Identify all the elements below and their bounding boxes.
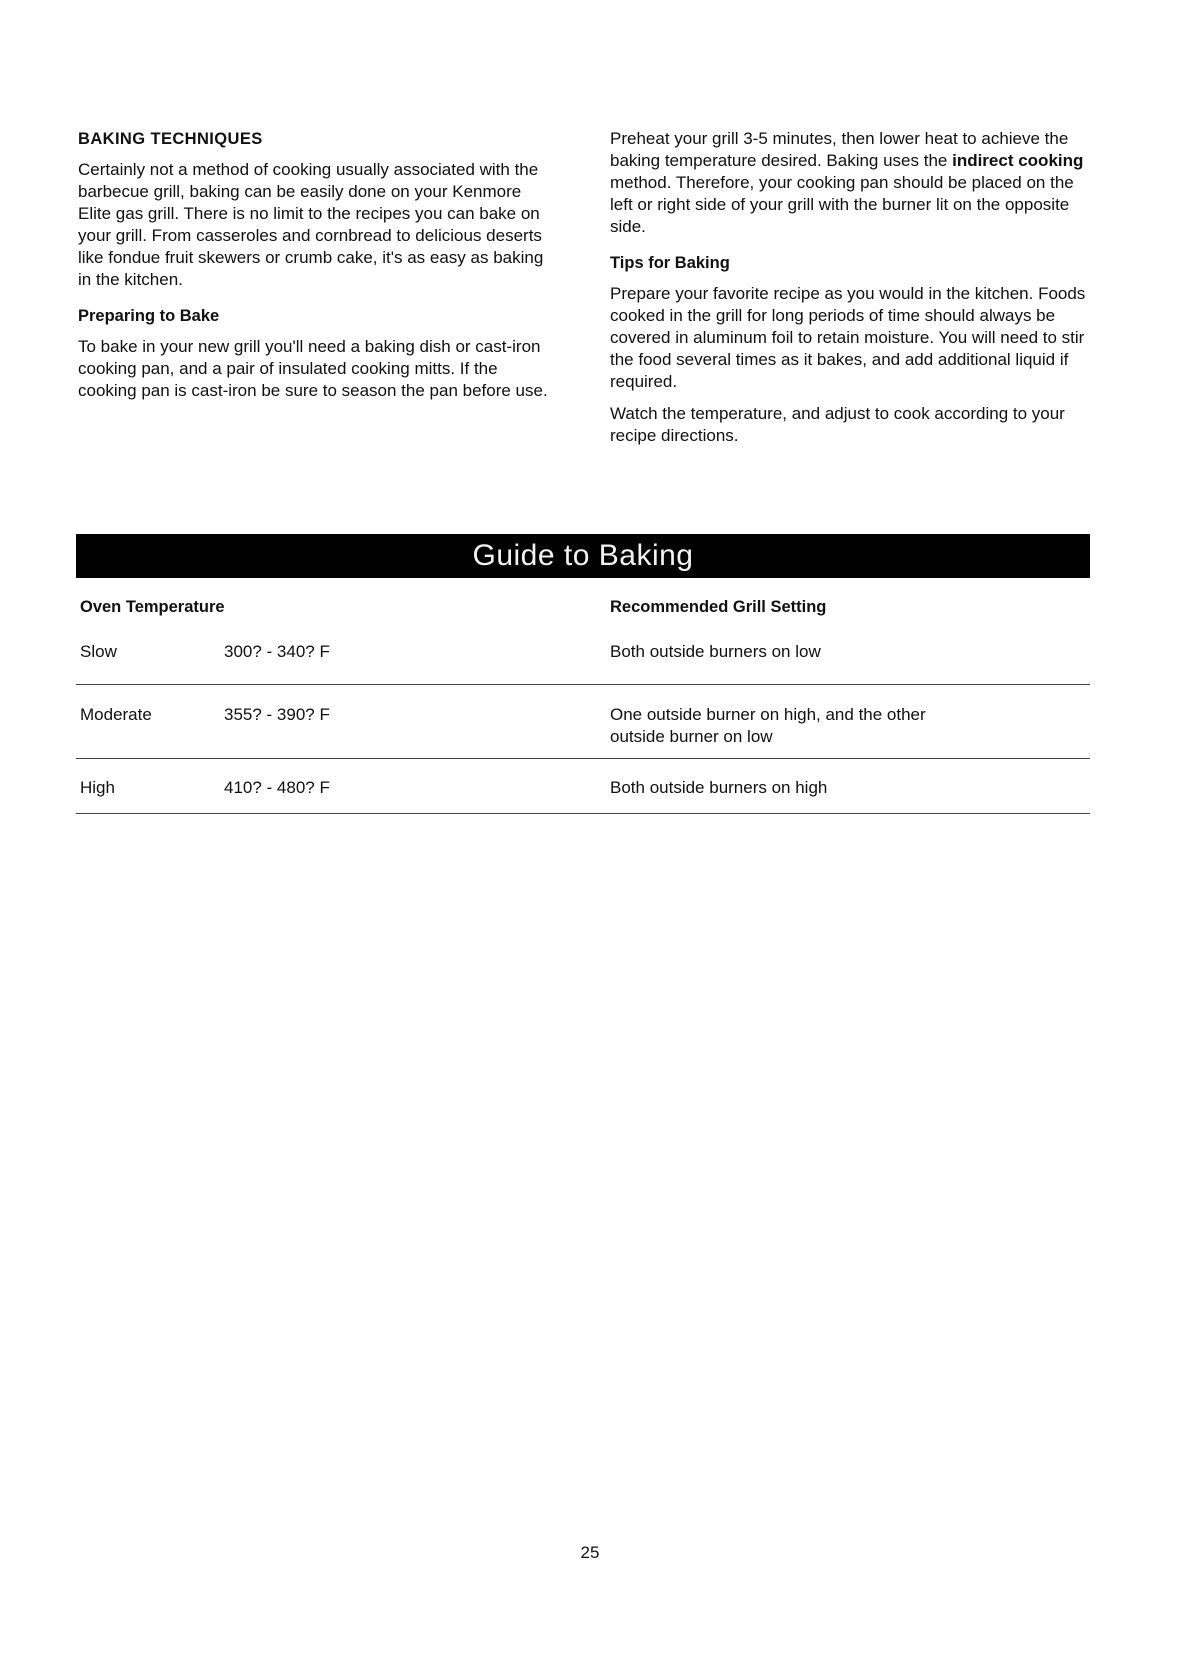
level-cell: Slow [80, 642, 117, 661]
baking-techniques-heading: BAKING TECHNIQUES [78, 130, 263, 148]
indirect-cooking-term: indirect cooking [952, 151, 1084, 170]
guide-title: Guide to Baking [472, 539, 694, 572]
right-column [610, 128, 1090, 457]
range-cell: 410? - 480? F [224, 778, 330, 797]
range-cell: 355? - 390? F [224, 705, 330, 724]
level-cell: Moderate [80, 705, 152, 724]
preheat-text-end: method. Therefore, your cooking pan should be placed on the left or right side of your grill with the burner lit on the opposite side. [610, 173, 1074, 236]
row-divider [76, 813, 1090, 814]
setting-cell: One outside burner on high, and the other outside burner on low [610, 705, 926, 746]
baking-intro-paragraph: Certainly not a method of cooking usually associated with the barbecue grill, baking can be easily done on your Kenmore Elite gas grill. There is no limit to the recipes you can bake on your grill. From casseroles and cornbread to delicious deserts like fondue fruit skewers or crumb cake, it's as easy as baking in the kitchen. [78, 160, 544, 289]
level-cell: High [80, 778, 115, 797]
row-divider [76, 684, 1090, 685]
setting-cell: Both outside burners on low [610, 642, 821, 661]
guide-banner [76, 534, 1090, 578]
watch-temperature-paragraph: Watch the temperature, and adjust to cook according to your recipe directions. [610, 404, 1065, 445]
tips-for-baking-heading: Tips for Baking [610, 254, 730, 272]
preparing-paragraph: To bake in your new grill you'll need a baking dish or cast-iron cooking pan, and a pair of insulated cooking mitts. If the cooking pan is cast-iron be sure to season the pan before use. [78, 337, 548, 400]
left-column [78, 130, 548, 412]
range-cell: 300? - 340? F [224, 642, 330, 661]
oven-temperature-header: Oven Temperature [80, 598, 225, 616]
preparing-to-bake-heading: Preparing to Bake [78, 307, 220, 325]
tips-paragraph: Prepare your favorite recipe as you would in the kitchen. Foods cooked in the grill for long periods of time should always be covered in aluminum foil to retain moisture. You will need to stir the food several times as it bakes, and add additional liquid if required. [610, 284, 1086, 391]
preheat-text-start: Preheat your grill 3-5 minutes, then lower heat to achieve the baking temperature desired. Baking uses the [610, 129, 1069, 170]
page-number: 25 [580, 1543, 600, 1562]
preheat-paragraph [610, 128, 1090, 238]
setting-cell: Both outside burners on high [610, 778, 828, 797]
grill-setting-header: Recommended Grill Setting [610, 598, 827, 616]
row-divider [76, 758, 1090, 759]
